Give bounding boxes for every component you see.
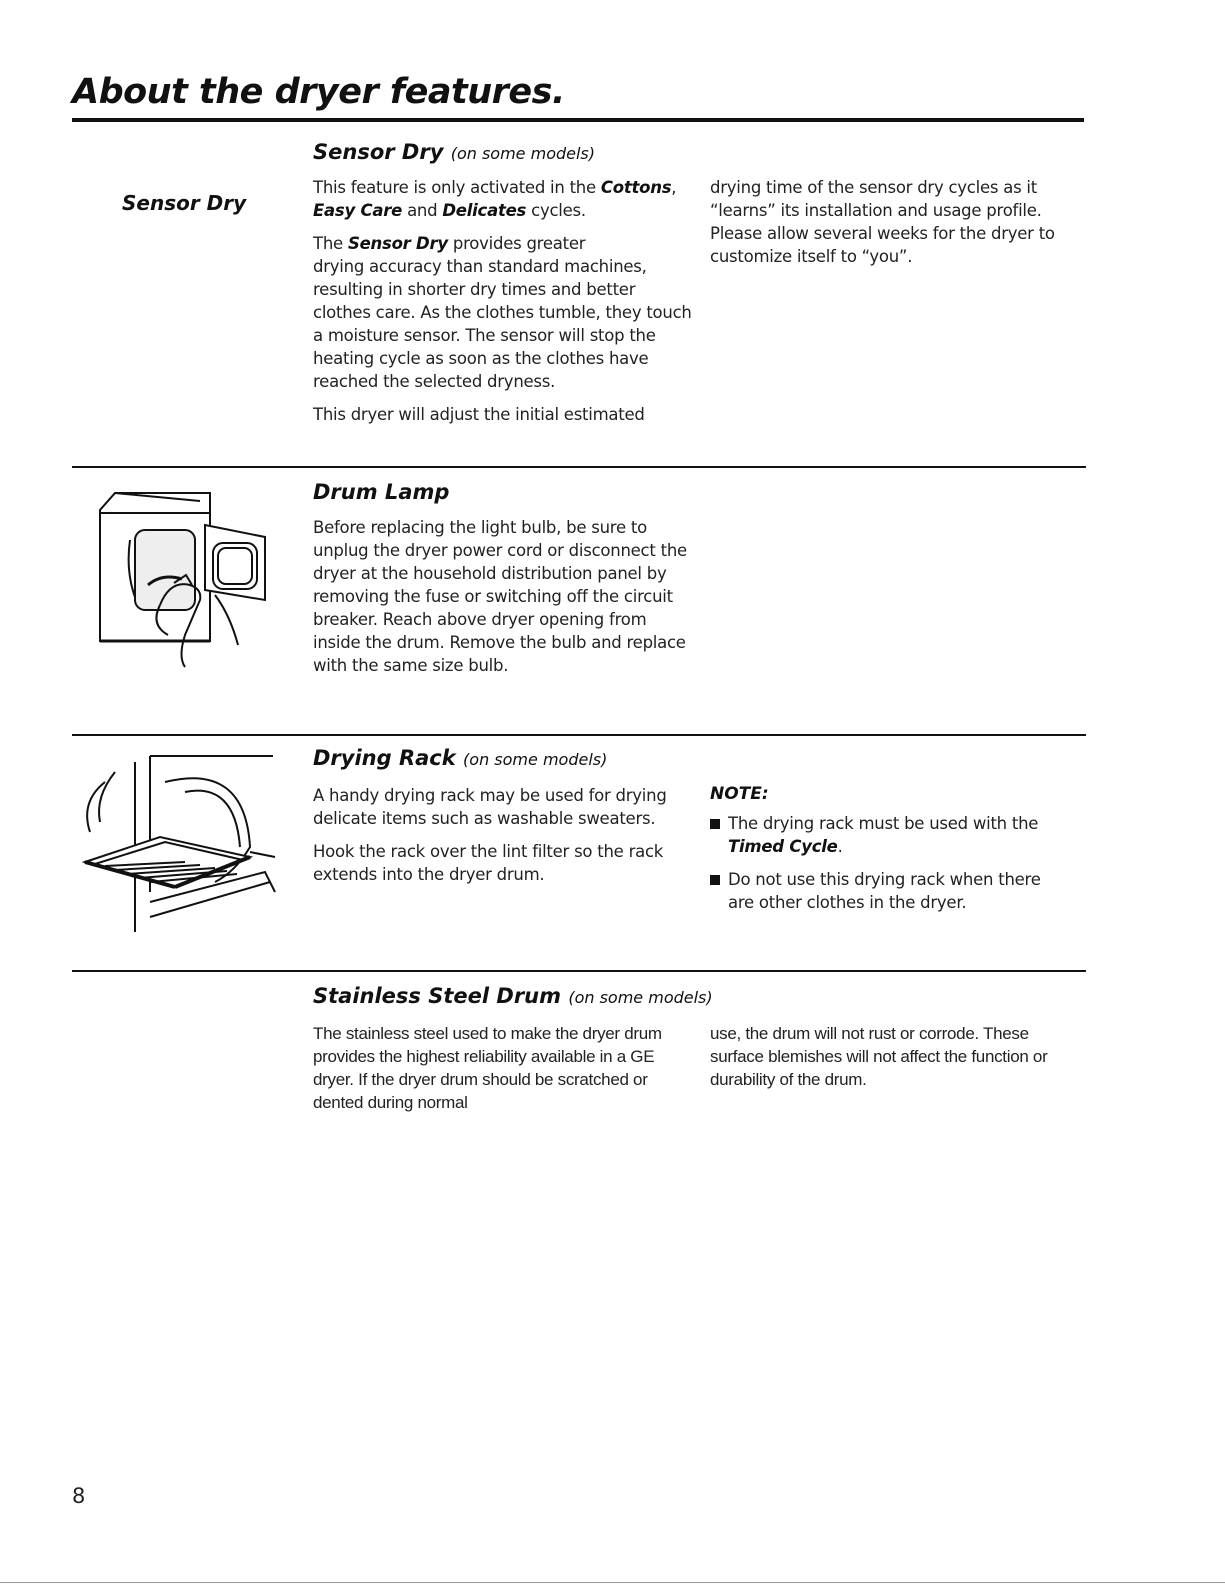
sensor-dry-para-3: This dryer will adjust the initial estimated [313,405,645,424]
text: This feature is only activated in the [313,178,596,197]
sensor-dry-side-label: Sensor Dry [122,191,247,215]
sensor-dry-heading [313,140,595,164]
page-number: 8 [72,1484,86,1508]
sensor-dry-col2 [710,176,1070,268]
text: cycles. [531,201,586,220]
section-divider [72,734,1086,736]
bullet-square-icon [710,875,720,885]
delicates-emph: Delicates [442,201,527,220]
text: and [407,201,438,220]
sensor-dry-col1 [313,176,693,426]
text: , [671,178,677,197]
text: The drying rack must be used with the [728,814,1039,833]
drying-rack-para-1: A handy drying rack may be used for drying delicate items such as washable sweaters. [313,786,667,828]
drying-rack-col1 [313,784,693,886]
text: drying accuracy than standard machines, resulting in shorter dry times and better clothes care. As the clothes tumble, they touch a moisture sensor. The sensor will stop the heating cycle as soon as the clothes have reached the selected dryness. [313,257,692,391]
sensor-dry-para-1 [313,176,693,222]
note-text: Do not use this drying rack when there are other clothes in the dryer. [728,870,1041,912]
stainless-drum-para-2: use, the drum will not rust or corrode. These surface blemishes will not affect the function or durability of the drum. [710,1024,1048,1089]
cottons-emph: Cottons [600,178,672,197]
drying-rack-qualifier: (on some models) [463,750,608,769]
section-divider [72,970,1086,972]
sensor-dry-emph: Sensor Dry [347,234,448,253]
sensor-dry-heading-text: Sensor Dry [313,140,444,164]
note-item [710,868,1070,914]
stainless-drum-qualifier: (on some models) [568,988,713,1007]
sensor-dry-para-5: Please allow several weeks for the dryer to customize itself to “you”. [710,224,1055,266]
stainless-drum-para-1: The stainless steel used to make the dryer drum provides the highest reliability available in a GE dryer. If the dryer drum should be scratched or dented during normal [313,1024,662,1112]
text: The [313,234,343,253]
title-rule [72,118,1084,122]
section-divider [72,466,1086,468]
drying-rack-heading-text: Drying Rack [313,746,456,770]
page-bottom-edge [0,1582,1225,1583]
text: . [837,837,843,856]
sensor-dry-para-4: drying time of the sensor dry cycles as it “learns” its installation and usage profile. [710,178,1042,220]
drum-lamp-body: Before replacing the light bulb, be sure to unplug the dryer power cord or disconnect the dryer at the household distribution panel by removing the fuse or switching off the circuit breaker. Reach above dryer opening from inside the drum. Remove the bulb and replace with the same size bulb. [313,518,687,675]
drum-lamp-col [313,516,693,677]
note-label: NOTE: [710,784,769,804]
bullet-square-icon [710,819,720,829]
drying-rack-para-2: Hook the rack over the lint filter so the rack extends into the dryer drum. [313,842,664,884]
text: provides greater [452,234,586,253]
easy-care-emph: Easy Care [313,201,403,220]
sensor-dry-para-2 [313,232,693,393]
drum-lamp-illustration [90,485,280,675]
stainless-drum-col2 [710,1022,1075,1091]
timed-cycle-emph: Timed Cycle [728,837,838,856]
drying-rack-note [710,784,1070,914]
sensor-dry-qualifier: (on some models) [450,144,595,163]
stainless-drum-heading [313,984,713,1008]
note-text [728,812,1038,858]
drying-rack-illustration [75,752,285,942]
page-title: About the dryer features. [72,72,565,112]
note-item [710,812,1070,858]
stainless-drum-heading-text: Stainless Steel Drum [313,984,562,1008]
stainless-drum-col1 [313,1022,683,1114]
drying-rack-heading [313,746,607,770]
drum-lamp-heading: Drum Lamp [313,480,450,504]
